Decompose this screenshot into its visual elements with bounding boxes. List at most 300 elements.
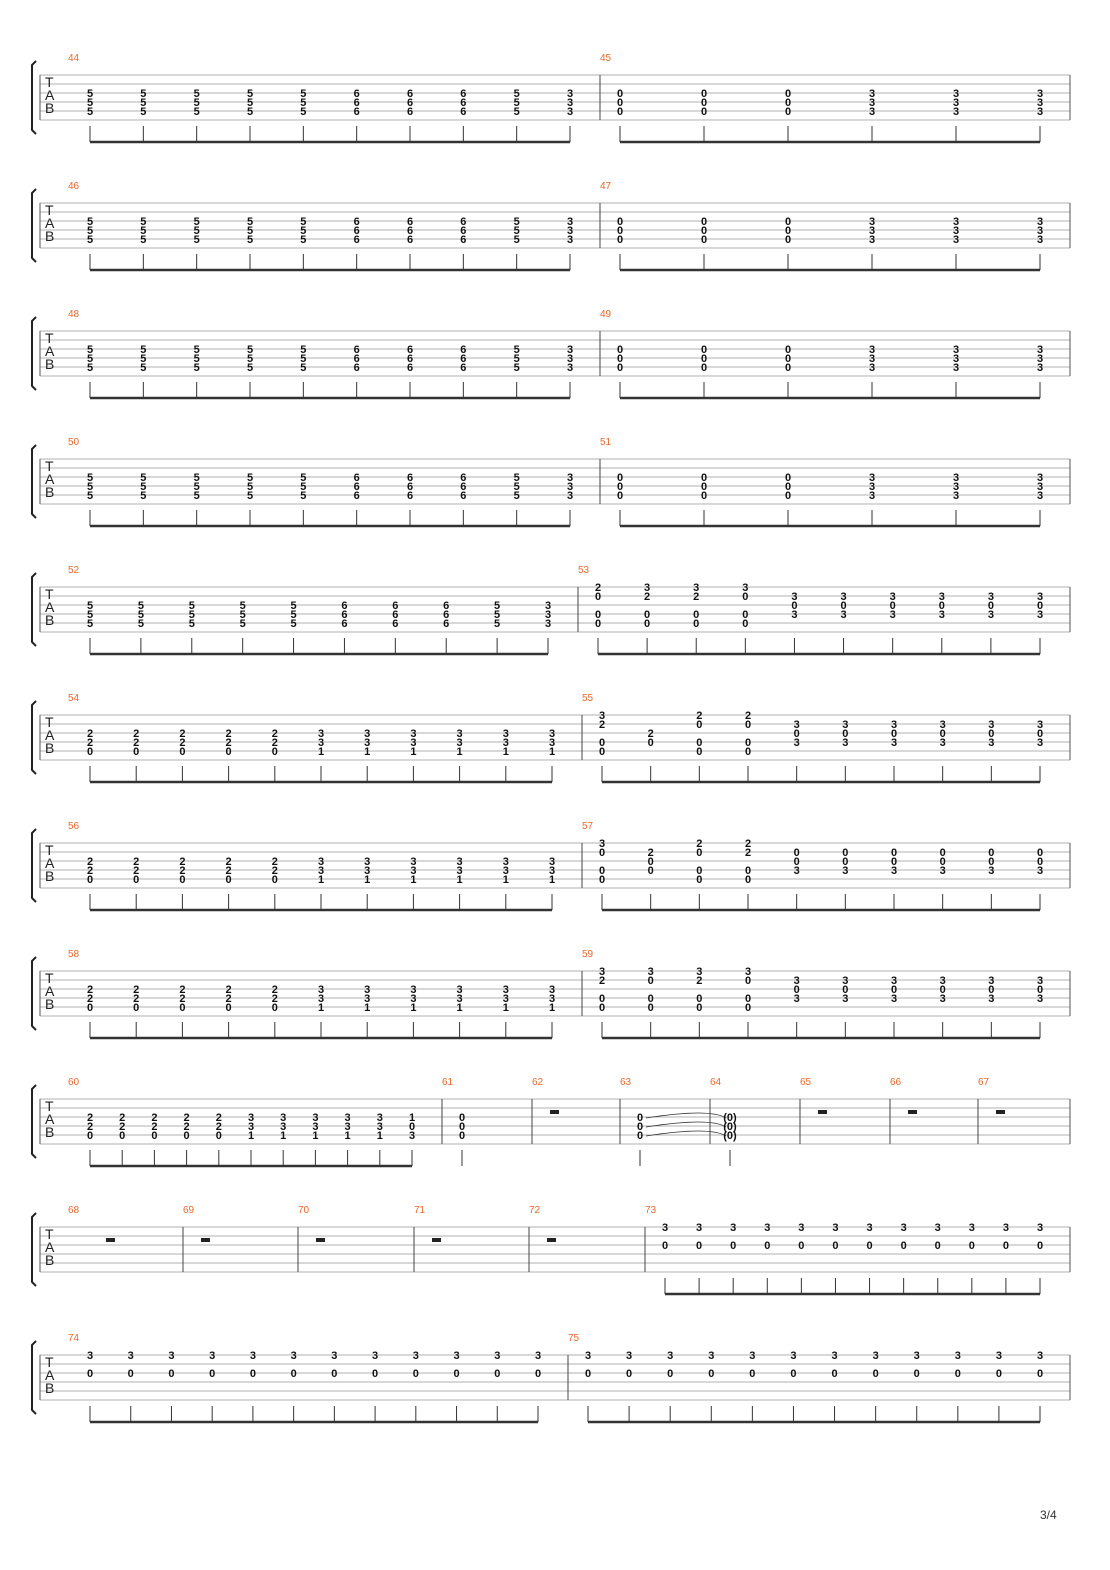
tab-clef-letter: T <box>45 586 54 602</box>
fret-number: (0) <box>723 1130 737 1142</box>
fret-number: 0 <box>744 865 752 877</box>
measure-number: 70 <box>298 1205 310 1216</box>
fret-number: 3 <box>502 984 509 996</box>
fret-number: 3 <box>939 865 946 877</box>
measure-number: 59 <box>582 949 594 960</box>
fret-number: 2 <box>647 847 654 859</box>
tab-clef-letter: A <box>45 471 55 487</box>
fret-number: 2 <box>133 728 140 740</box>
fret-number: 5 <box>494 600 501 612</box>
fret-number: 2 <box>598 719 606 731</box>
fret-number: 0 <box>616 216 624 228</box>
fret-number: 1 <box>502 874 509 886</box>
fret-number: 3 <box>889 609 896 621</box>
fret-number: 6 <box>443 600 450 612</box>
fret-number: 6 <box>353 97 360 109</box>
fret-number: 3 <box>793 719 800 731</box>
fret-number: 6 <box>406 490 414 502</box>
fret-number: 0 <box>700 216 708 228</box>
fret-number: 6 <box>406 362 414 374</box>
fret-number: 0 <box>644 618 651 630</box>
fret-number: 3 <box>456 737 463 749</box>
fret-number: 3 <box>1036 609 1044 621</box>
fret-number: 0 <box>939 728 946 740</box>
fret-number: 0 <box>784 234 792 246</box>
fret-number: 0 <box>1036 600 1044 612</box>
measure-number: 67 <box>978 1077 990 1088</box>
tab-clef-letter: A <box>45 1111 55 1127</box>
fret-number: 0 <box>225 1002 232 1014</box>
fret-number: 0 <box>840 600 847 612</box>
fret-number: 5 <box>513 490 520 502</box>
fret-number: 3 <box>952 225 960 237</box>
fret-number: 5 <box>140 234 147 246</box>
fret-number: 5 <box>513 106 520 118</box>
fret-number: 3 <box>868 490 876 502</box>
fret-number: 3 <box>952 88 960 100</box>
fret-number: 1 <box>410 746 417 758</box>
fret-number: 1 <box>376 1130 383 1142</box>
whole-rest <box>996 1110 1005 1114</box>
fret-number: 5 <box>239 609 246 621</box>
fret-number: 5 <box>86 600 94 612</box>
fret-number: 2 <box>179 984 186 996</box>
fret-number: 2 <box>271 728 278 740</box>
fret-number: 3 <box>566 490 574 502</box>
fret-number: 2 <box>215 1112 222 1124</box>
fret-number: 0 <box>938 600 945 612</box>
fret-number: 3 <box>1036 106 1044 118</box>
system-bracket <box>32 61 36 134</box>
fret-number: 6 <box>392 600 399 612</box>
fret-number: 3 <box>626 1350 633 1362</box>
fret-number: 3 <box>1036 362 1044 374</box>
fret-number: 0 <box>151 1130 158 1142</box>
fret-number: 5 <box>137 609 144 621</box>
fret-number: 3 <box>344 1121 351 1133</box>
fret-number: 5 <box>494 609 501 621</box>
fret-number: 3 <box>952 481 960 493</box>
fret-number: 0 <box>408 1121 416 1133</box>
fret-number: 0 <box>616 106 624 118</box>
fret-number: 3 <box>410 728 417 740</box>
fret-number: 3 <box>952 472 960 484</box>
fret-number: 6 <box>460 97 467 109</box>
fret-number: 0 <box>179 1002 186 1014</box>
fret-number: 5 <box>246 490 254 502</box>
fret-number: 3 <box>249 1350 256 1362</box>
fret-number: 2 <box>133 865 140 877</box>
measure-number: 49 <box>600 309 612 320</box>
fret-number: 3 <box>667 1350 674 1362</box>
fret-number: 6 <box>353 225 360 237</box>
fret-number: 3 <box>548 737 556 749</box>
fret-number: 2 <box>183 1121 190 1133</box>
fret-number: 3 <box>832 1222 839 1234</box>
fret-number: 3 <box>548 865 556 877</box>
fret-number: 1 <box>317 1002 325 1014</box>
fret-number: 0 <box>225 746 232 758</box>
fret-number: 6 <box>392 618 399 630</box>
fret-number: 0 <box>594 591 602 603</box>
fret-number: 0 <box>598 865 606 877</box>
fret-number: 0 <box>696 1240 703 1252</box>
fret-number: 5 <box>193 97 200 109</box>
measure-number: 75 <box>568 1333 580 1344</box>
fret-number: 6 <box>353 88 360 100</box>
fret-number: 2 <box>179 865 186 877</box>
fret-number: 6 <box>460 225 467 237</box>
fret-number: 6 <box>460 234 467 246</box>
measure-number: 73 <box>645 1205 657 1216</box>
fret-number: 3 <box>290 1350 297 1362</box>
fret-number: 5 <box>193 225 200 237</box>
fret-number: (0) <box>723 1112 737 1124</box>
fret-number: 0 <box>744 746 752 758</box>
fret-number: 2 <box>271 865 278 877</box>
fret-number: 5 <box>193 106 200 118</box>
fret-number: 3 <box>968 1222 975 1234</box>
fret-number: 0 <box>700 106 708 118</box>
fret-number: 0 <box>700 353 708 365</box>
fret-number: 1 <box>456 874 463 886</box>
tab-clef-letter: B <box>45 740 55 756</box>
fret-number: 0 <box>744 737 752 749</box>
fret-number: 3 <box>913 1350 920 1362</box>
fret-number: 0 <box>700 344 708 356</box>
fret-number: 0 <box>988 856 995 868</box>
fret-number: 5 <box>246 472 254 484</box>
fret-number: 0 <box>647 975 654 987</box>
fret-number: 6 <box>353 216 360 228</box>
fret-number: 3 <box>1036 353 1044 365</box>
system-bracket <box>32 445 36 518</box>
fret-number: 3 <box>868 97 876 109</box>
fret-number: 5 <box>494 618 501 630</box>
fret-number: 6 <box>341 618 348 630</box>
page-number: 3/4 <box>1040 1508 1057 1522</box>
fret-number: 3 <box>900 1222 907 1234</box>
system-bracket <box>32 1341 36 1414</box>
fret-number: 0 <box>700 490 708 502</box>
fret-number: 0 <box>889 600 896 612</box>
fret-number: 0 <box>784 344 792 356</box>
tab-clef-letter: T <box>45 1226 54 1242</box>
whole-rest <box>432 1238 441 1242</box>
fret-number: 3 <box>598 966 606 978</box>
tab-clef-letter: T <box>45 330 54 346</box>
fret-number: 0 <box>832 1240 839 1252</box>
fret-number: 3 <box>793 865 800 877</box>
tab-clef-letter: A <box>45 343 55 359</box>
fret-number: 3 <box>840 609 847 621</box>
fret-number: 3 <box>842 719 849 731</box>
tab-clef-letter: B <box>45 868 55 884</box>
fret-number: 0 <box>696 993 703 1005</box>
measure-number: 45 <box>600 53 612 64</box>
fret-number: 3 <box>1036 97 1044 109</box>
fret-number: 0 <box>616 97 624 109</box>
fret-number: 3 <box>995 1350 1002 1362</box>
tab-clef-letter: A <box>45 983 55 999</box>
fret-number: 0 <box>271 1002 278 1014</box>
fret-number: 5 <box>513 234 520 246</box>
tab-clef-letter: T <box>45 458 54 474</box>
fret-number: 3 <box>456 984 463 996</box>
fret-number: 5 <box>246 216 254 228</box>
fret-number: 3 <box>890 865 898 877</box>
fret-number: 3 <box>1036 591 1044 603</box>
fret-number: 3 <box>842 737 849 749</box>
tab-clef-letter: B <box>45 612 55 628</box>
fret-number: 1 <box>456 746 463 758</box>
fret-number: 3 <box>868 353 876 365</box>
fret-number: 0 <box>1036 984 1044 996</box>
measure-number: 71 <box>414 1205 426 1216</box>
fret-number: 5 <box>246 481 254 493</box>
fret-number: 5 <box>86 472 94 484</box>
fret-number: 6 <box>353 472 360 484</box>
fret-number: 0 <box>700 225 708 237</box>
fret-number: 3 <box>344 1112 351 1124</box>
fret-number: 6 <box>460 106 467 118</box>
fret-number: 6 <box>406 472 414 484</box>
fret-number: 3 <box>938 591 945 603</box>
fret-number: 6 <box>460 216 467 228</box>
fret-number: 5 <box>513 225 520 237</box>
fret-number: 2 <box>86 984 94 996</box>
fret-number: 3 <box>364 856 371 868</box>
fret-number: 0 <box>86 1368 94 1380</box>
fret-number: 3 <box>456 993 463 1005</box>
fret-number: 3 <box>742 582 749 594</box>
tab-clef-letter: B <box>45 1380 55 1396</box>
fret-number: 0 <box>696 865 703 877</box>
fret-number: 2 <box>86 1112 94 1124</box>
fret-number: 0 <box>784 106 792 118</box>
fret-number: 3 <box>696 966 703 978</box>
measure-number: 51 <box>600 437 612 448</box>
fret-number: 3 <box>456 728 463 740</box>
fret-number: 5 <box>193 490 200 502</box>
fret-number: 3 <box>502 856 509 868</box>
fret-number: 2 <box>133 993 140 1005</box>
fret-number: 6 <box>460 353 467 365</box>
measure-number: 61 <box>442 1077 454 1088</box>
fret-number: 1 <box>548 874 556 886</box>
measure-number: 68 <box>68 1205 80 1216</box>
fret-number: 3 <box>987 591 994 603</box>
fret-number: 5 <box>137 600 144 612</box>
whole-rest <box>908 1110 917 1114</box>
fret-number: 0 <box>594 618 602 630</box>
fret-number: 5 <box>246 106 254 118</box>
fret-number: 0 <box>708 1368 715 1380</box>
fret-number: 3 <box>952 344 960 356</box>
fret-number: 0 <box>730 1240 737 1252</box>
fret-number: 5 <box>300 362 307 374</box>
fret-number: 2 <box>179 737 186 749</box>
system-bracket <box>32 957 36 1030</box>
tab-clef-letter: A <box>45 1239 55 1255</box>
fret-number: 0 <box>372 1368 379 1380</box>
fret-number: 0 <box>133 1002 140 1014</box>
fret-number: 2 <box>151 1121 158 1133</box>
fret-number: 3 <box>247 1121 255 1133</box>
fret-number: 6 <box>353 106 360 118</box>
fret-number: 1 <box>344 1130 351 1142</box>
fret-number: 3 <box>939 975 946 987</box>
fret-number: 2 <box>225 993 232 1005</box>
fret-number: 0 <box>647 993 654 1005</box>
fret-number: 0 <box>987 600 994 612</box>
fret-number: 1 <box>408 1112 416 1124</box>
fret-number: 0 <box>598 993 606 1005</box>
fret-number: 5 <box>188 618 195 630</box>
fret-number: 3 <box>1036 865 1044 877</box>
fret-number: 2 <box>598 975 606 987</box>
measure-number: 58 <box>68 949 80 960</box>
fret-number: 3 <box>408 1130 416 1142</box>
measure-number: 53 <box>578 565 590 576</box>
fret-number: 1 <box>317 746 325 758</box>
tab-clef-letter: A <box>45 1367 55 1383</box>
fret-number: 3 <box>566 216 574 228</box>
fret-number: 0 <box>913 1368 920 1380</box>
measure-number: 74 <box>68 1333 80 1344</box>
fret-number: 0 <box>784 472 792 484</box>
fret-number: 0 <box>749 1368 756 1380</box>
system-bracket <box>32 1213 36 1286</box>
fret-number: 0 <box>616 490 624 502</box>
fret-number: 3 <box>988 719 995 731</box>
fret-number: 5 <box>140 472 147 484</box>
fret-number: 0 <box>700 234 708 246</box>
fret-number: 3 <box>988 865 995 877</box>
fret-number: 0 <box>616 472 624 484</box>
fret-number: 0 <box>661 1240 669 1252</box>
fret-number: 5 <box>140 216 147 228</box>
fret-number: 3 <box>938 609 945 621</box>
fret-number: 0 <box>86 1130 94 1142</box>
fret-number: 3 <box>790 1350 797 1362</box>
fret-number: 0 <box>133 874 140 886</box>
fret-number: 6 <box>406 97 414 109</box>
fret-number: 0 <box>890 847 898 859</box>
fret-number: 5 <box>246 225 254 237</box>
fret-number: 3 <box>988 993 995 1005</box>
fret-number: 0 <box>271 746 278 758</box>
fret-number: 2 <box>133 856 140 868</box>
fret-number: 0 <box>616 481 624 493</box>
fret-number: 0 <box>954 1368 961 1380</box>
fret-number: 3 <box>494 1350 501 1362</box>
fret-number: 3 <box>868 234 876 246</box>
fret-number: 2 <box>179 993 186 1005</box>
fret-number: 0 <box>831 1368 838 1380</box>
fret-number: 0 <box>598 1002 606 1014</box>
fret-number: 0 <box>584 1368 592 1380</box>
fret-number: 0 <box>1036 1240 1044 1252</box>
fret-number: 0 <box>331 1368 338 1380</box>
fret-number: 5 <box>86 490 94 502</box>
fret-number: 5 <box>86 353 94 365</box>
fret-number: 0 <box>133 746 140 758</box>
fret-number: 3 <box>644 582 651 594</box>
fret-number: 3 <box>708 1350 715 1362</box>
fret-number: 1 <box>317 874 325 886</box>
fret-number: (0) <box>723 1121 737 1133</box>
fret-number: 6 <box>460 490 467 502</box>
fret-number: 3 <box>456 856 463 868</box>
fret-number: 2 <box>119 1121 126 1133</box>
fret-number: 0 <box>900 1240 907 1252</box>
fret-number: 6 <box>460 88 467 100</box>
fret-number: 2 <box>271 984 278 996</box>
fret-number: 1 <box>410 874 417 886</box>
fret-number: 0 <box>744 874 752 886</box>
fret-number: 3 <box>868 106 876 118</box>
fret-number: 3 <box>548 728 556 740</box>
fret-number: 5 <box>137 618 144 630</box>
fret-number: 3 <box>566 106 574 118</box>
fret-number: 0 <box>644 609 651 621</box>
fret-number: 3 <box>502 737 509 749</box>
fret-number: 3 <box>730 1222 737 1234</box>
fret-number: 2 <box>86 865 94 877</box>
fret-number: 0 <box>742 609 749 621</box>
fret-number: 0 <box>168 1368 175 1380</box>
measure-number: 72 <box>529 1205 541 1216</box>
fret-number: 0 <box>616 362 624 374</box>
measure-number: 47 <box>600 181 612 192</box>
whole-rest <box>547 1238 556 1242</box>
fret-number: 3 <box>798 1222 805 1234</box>
fret-number: 5 <box>513 472 520 484</box>
fret-number: 3 <box>1036 1350 1044 1362</box>
fret-number: 5 <box>140 481 147 493</box>
fret-number: 3 <box>890 993 898 1005</box>
fret-number: 0 <box>790 1368 797 1380</box>
fret-number: 6 <box>353 490 360 502</box>
fret-number: 0 <box>798 1240 805 1252</box>
fret-number: 1 <box>456 1002 463 1014</box>
fret-number: 0 <box>647 737 654 749</box>
whole-rest <box>818 1110 827 1114</box>
fret-number: 0 <box>647 1002 654 1014</box>
fret-number: 0 <box>696 746 703 758</box>
fret-number: 0 <box>793 847 800 859</box>
whole-rest <box>316 1238 325 1242</box>
fret-number: 5 <box>246 97 254 109</box>
fret-number: 6 <box>460 344 467 356</box>
fret-number: 0 <box>453 1368 460 1380</box>
tab-clef-letter: B <box>45 100 55 116</box>
fret-number: 3 <box>793 993 800 1005</box>
fret-number: 3 <box>566 344 574 356</box>
system-bracket <box>32 189 36 262</box>
fret-number: 1 <box>364 874 371 886</box>
fret-number: 6 <box>392 609 399 621</box>
fret-number: 0 <box>988 847 995 859</box>
fret-number: 3 <box>86 1350 94 1362</box>
fret-number: 5 <box>140 344 147 356</box>
fret-number: 3 <box>693 582 700 594</box>
fret-number: 0 <box>890 728 898 740</box>
fret-number: 5 <box>86 88 94 100</box>
fret-number: 3 <box>1036 481 1044 493</box>
fret-number: 3 <box>548 993 556 1005</box>
